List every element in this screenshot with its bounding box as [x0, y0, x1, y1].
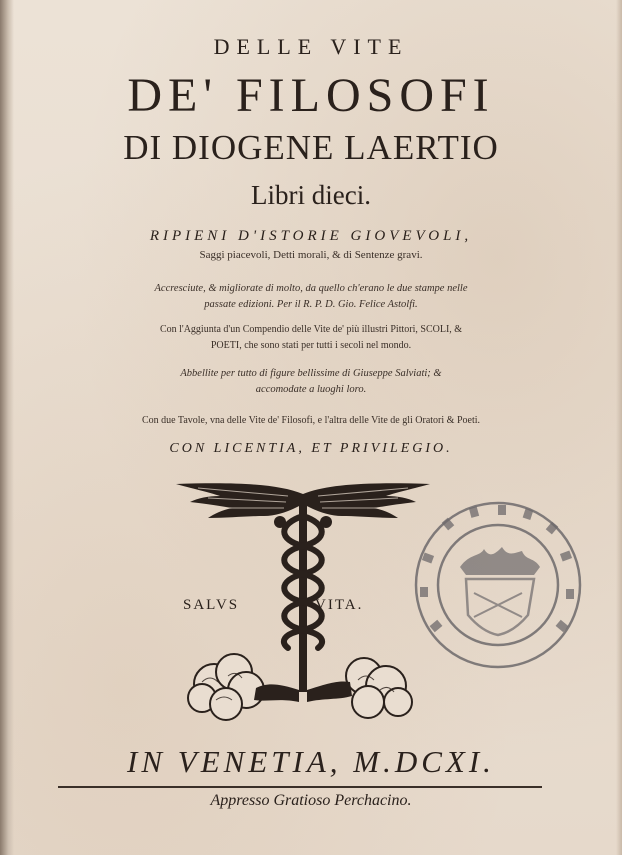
title-line-2: DE' FILOSOFI: [127, 69, 495, 122]
subtitle-caps: RIPIENI D'ISTORIE GIOVEVOLI,: [149, 228, 473, 244]
paragraph-2-line-2: POETI, che sono stati per tutti i secoli nel mondo.: [210, 340, 412, 351]
imprint-line: IN VENETIA, M.DCXI.: [127, 744, 495, 779]
motto-left: SALVS: [183, 597, 240, 613]
paragraph-1-line-1: Accresciute, & migliorate di molto, da quello ch'erano le due stampe nelle: [154, 283, 468, 294]
subtitle-rest: Saggi piacevoli, Detti morali, & di Sentenze gravi.: [199, 249, 423, 261]
motto-right: VITA.: [315, 597, 364, 613]
printer-line: Appresso Gratioso Perchacino.: [210, 792, 412, 809]
paragraph-2-line-1: Con l'Aggiunta d'un Compendio delle Vite de' più illustri Pittori, SCOLI, &: [159, 324, 463, 335]
imprint-rule: [58, 786, 542, 788]
paragraph-1-line-2: passate edizioni. Per il R. P. D. Gio. Felice Astolfi.: [204, 299, 418, 310]
paragraph-3-line-2: accomodate a luoghi loro.: [255, 384, 367, 395]
library-stamp-icon: [410, 497, 586, 673]
paragraph-3-line-1: Abbellite per tutto di figure bellissime di Giuseppe Salviati; &: [180, 368, 442, 379]
paragraph-4: Con due Tavole, vna delle Vite de' Filosofi, e l'altra delle Vite de gli Oratori & Poeti.: [141, 415, 481, 426]
title-line-1: DELLE VITE: [213, 34, 409, 59]
title-line-3: DI DIOGENE LAERTIO: [123, 128, 499, 167]
title-line-4: Libri dieci.: [251, 180, 371, 210]
license-line: CON LICENTIA, ET PRIVILEGIO.: [169, 441, 453, 456]
